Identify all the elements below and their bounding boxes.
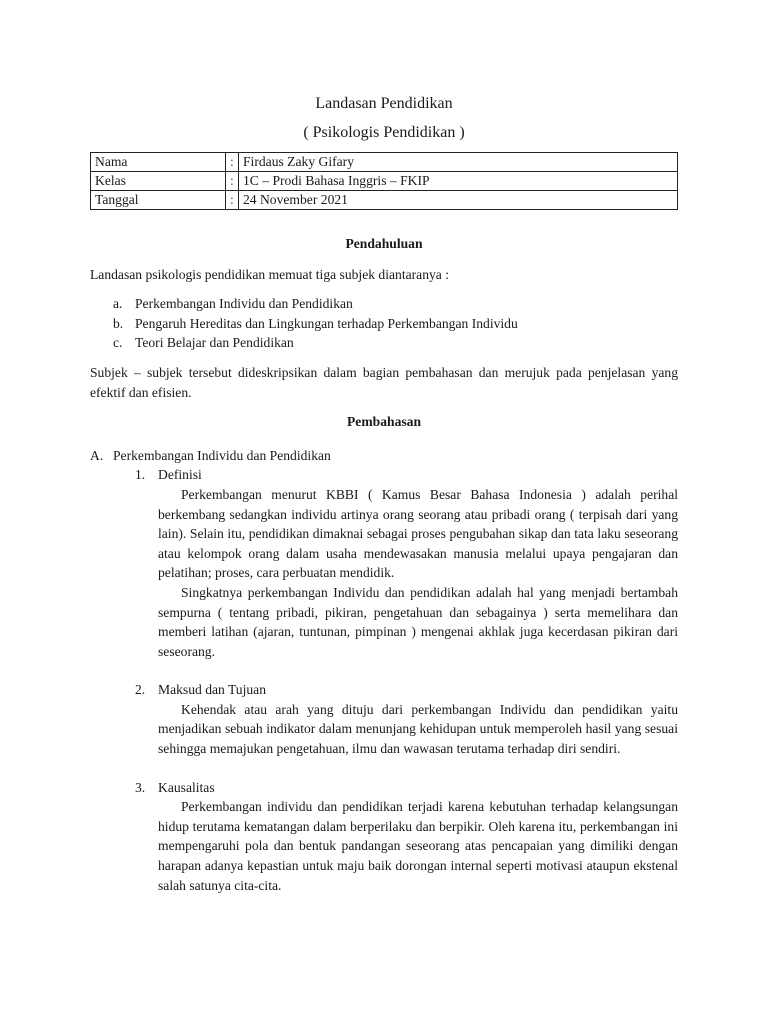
list-marker: c. xyxy=(113,335,123,351)
info-value-tanggal: 24 November 2021 xyxy=(239,191,678,210)
heading-pembahasan: Pembahasan xyxy=(346,414,422,430)
spacer xyxy=(90,759,678,778)
kausalitas-paragraph: Perkembangan individu dan pendidikan terjadi karena kebutuhan terhadap kelangsungan hidup terutama kematangan dalam berperilaku dan berpikir. Oleh karena itu, perkembangan ini mempengaruhi pola dan bentuk pandangan seseorang atas pencapaian yang dimiliki dengan harapan adanya kepastian untuk maju baik dorongan internal seperti motivasi ataupun ekstenal salah satunya cita-cita. xyxy=(158,799,678,893)
list-item xyxy=(90,333,678,353)
subsection-title-kausalitas xyxy=(90,778,678,798)
info-colon: : xyxy=(226,191,239,210)
list-item xyxy=(90,314,678,334)
info-table xyxy=(90,152,678,210)
table-row xyxy=(91,191,678,210)
info-colon: : xyxy=(226,153,239,172)
info-label-nama: Nama xyxy=(91,153,226,172)
list-item-text: Pengaruh Hereditas dan Lingkungan terhadap Perkembangan Individu xyxy=(135,315,518,331)
table-row xyxy=(91,172,678,191)
list-item-text: Teori Belajar dan Pendidikan xyxy=(135,335,294,351)
section-marker: A. xyxy=(90,447,104,463)
list-item-text: Perkembangan Individu dan Pendidikan xyxy=(135,296,353,312)
heading-pendahuluan: Pendahuluan xyxy=(345,236,423,251)
subsection-marker: 1. xyxy=(135,467,146,483)
section-title: Perkembangan Individu dan Pendidikan xyxy=(113,447,331,463)
info-value-nama: Firdaus Zaky Gifary xyxy=(239,153,678,172)
subject-list xyxy=(90,294,678,353)
document-title: Landasan Pendidikan xyxy=(315,95,453,112)
info-value-kelas: 1C – Prodi Bahasa Inggris – FKIP xyxy=(239,172,678,191)
spacer xyxy=(90,661,678,680)
subsection-title: Definisi xyxy=(158,467,202,483)
section-a-title xyxy=(90,446,678,466)
closing-paragraph: Subjek – subjek tersebut dideskripsikan dalam bagian pembahasan dan merujuk pada penjelasan yang efektif dan efisien. xyxy=(90,364,678,400)
definisi-paragraph-1: Perkembangan menurut KBBI ( Kamus Besar Bahasa Indonesia ) adalah perihal berkembang sedangkan individu artinya orang seorang atau pribadi orang ( terpisah dari yang lain). Selain itu, pendidikan dimaknai sebagai proses pengubahan sikap dan tata laku seseorang atau kelompok orang dalam usaha mendewasakan manusia melalui upaya pengajaran dan pelatihan; proses, cara perbuatan mendidik. xyxy=(158,486,678,581)
definisi-paragraph-2: Singkatnya perkembangan Individu dan pendidikan adalah hal yang menjadi bertambah sempurna ( tentang pribadi, pikiran, pengetahuan dan sebagainya ) serta memelihara dan memberi latihan (ajaran, tuntunan, pimpinan ) mengenai akhlak juga kecerdasan pikiran dari seseorang. xyxy=(158,584,678,659)
document-page xyxy=(90,92,678,895)
info-label-tanggal: Tanggal xyxy=(91,191,226,210)
subsection-title-definisi xyxy=(90,465,678,485)
intro-paragraph: Landasan psikologis pendidikan memuat tiga subjek diantaranya : xyxy=(90,266,450,282)
maksud-paragraph: Kehendak atau arah yang dituju dari perkembangan Individu dan pendidikan yaitu menjadikan sebuah indikator dalam menunjang kehidupan untuk memperoleh hasil yang sesuai sehingga memajukan pengetahuan, ilmu dan wawasan terutama terhadap diri sendiri. xyxy=(158,701,678,757)
list-marker: b. xyxy=(113,315,124,331)
subsection-marker: 2. xyxy=(135,682,146,698)
info-label-kelas: Kelas xyxy=(91,172,226,191)
list-marker: a. xyxy=(113,296,123,312)
subsection-title: Maksud dan Tujuan xyxy=(158,682,267,698)
list-item xyxy=(90,294,678,314)
document-subtitle: ( Psikologis Pendidikan ) xyxy=(303,124,465,141)
subsection-title: Kausalitas xyxy=(158,779,215,795)
info-colon: : xyxy=(226,172,239,191)
subsection-title-maksud xyxy=(90,680,678,700)
table-row xyxy=(91,153,678,172)
subsection-marker: 3. xyxy=(135,779,146,795)
